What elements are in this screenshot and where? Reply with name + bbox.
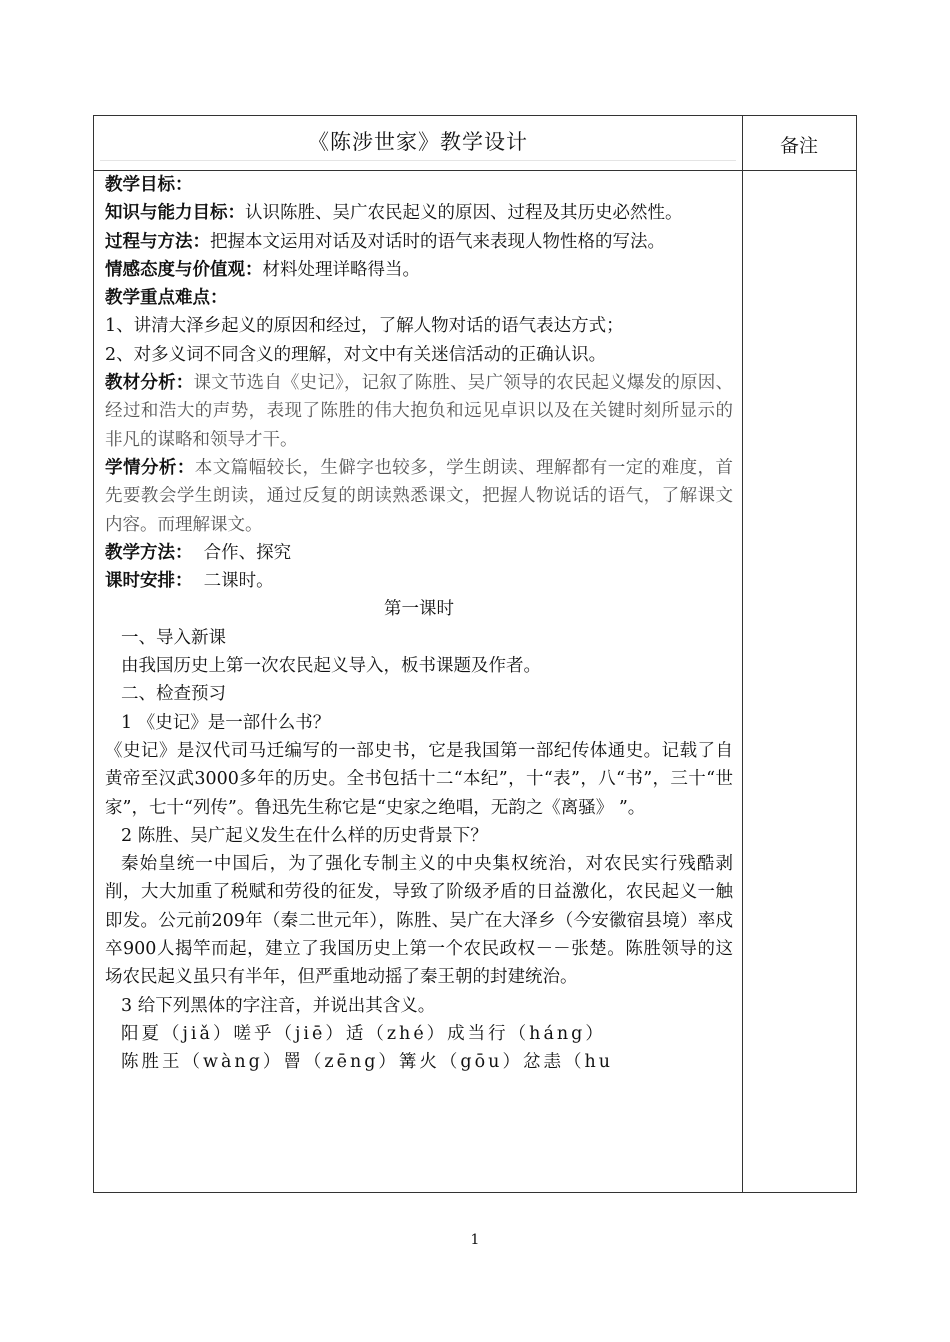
notes-column-header: 备注 xyxy=(779,135,818,157)
goal-process: 过程与方法：把握本文运用对话及对话时的语气来表现人物性格的写法。 xyxy=(105,231,665,252)
section-1-text: 由我国历史上第一次农民起义导入，板书课题及作者。 xyxy=(121,656,541,677)
teaching-method: 教学方法： 合作、探究 xyxy=(105,542,292,563)
question-2: 2 陈胜、吴广起义发生在什么样的历史背景下？ xyxy=(121,825,488,846)
document-title: 《陈涉世家》教学设计 xyxy=(308,130,528,154)
student-analysis: 学情分析：本文篇幅较长，生僻字也较多，学生朗读、理解都有一定的难度，首先要教会学生朗读，通过反复的朗读熟悉课文，把握人物说话的语气，了解课文内容。而理解课文。 xyxy=(105,457,733,535)
goals-heading: 教学目标： xyxy=(105,175,193,195)
class-schedule: 课时安排： 二课时。 xyxy=(105,571,274,592)
keys-heading: 教学重点难点： xyxy=(105,288,228,309)
key-point-1: 1、讲清大泽乡起义的原因和经过，了解人物对话的语气表达方式； xyxy=(105,316,624,337)
goal-emotion: 情感态度与价值观：材料处理详略得当。 xyxy=(105,259,420,280)
key-point-2: 2、对多义词不同含义的理解，对文中有关迷信活动的正确认识。 xyxy=(105,344,607,365)
answer-2: 秦始皇统一中国后，为了强化专制主义的中央集权统治，对农民实行残酷剥削，大大加重了税赋和劳役的征发，导致了阶级矛盾的日益激化，农民起义一触即发。公元前209年（秦二世元年），陈胜、吴广在大泽乡（今安徽宿县境）率戍卒900人揭竿而起，建立了我国历史上第一个农民政权－－张楚。陈胜领导的这场农民起义虽只有半年，但严重地动摇了秦王朝的封建统治。 xyxy=(105,854,733,988)
lesson-content xyxy=(105,171,733,1191)
section-1-heading: 一、导入新课 xyxy=(121,627,226,648)
section-2-heading: 二、检查预习 xyxy=(121,684,226,705)
title-underline xyxy=(100,160,736,161)
question-3: 3 给下列黑体的字注音，并说出其含义。 xyxy=(121,995,436,1016)
column-divider xyxy=(742,116,743,1192)
answer-1: 《史记》是汉代司马迁编写的一部史书，它是我国第一部纪传体通史。记载了自黄帝至汉武3000多年的历史。全书包括十二“本纪”，十“表”，八“书”，三十“世家”，七十“列传”。鲁迅先生称它是“史家之绝唱，无韵之《离骚》 ”。 xyxy=(105,740,733,818)
goal-knowledge: 知识与能力目标：认识陈胜、吴广农民起义的原因、过程及其历史必然性。 xyxy=(105,203,683,224)
pinyin-line-2: 陈胜王（wàng）罾（zēng）篝火（gōu）忿恚（hu xyxy=(121,1052,613,1073)
pinyin-line-1: 阳夏（jiǎ）嗟乎（jiē）适（zhé）成当行（háng） xyxy=(121,1023,606,1044)
lesson-title: 第一课时 xyxy=(384,599,454,620)
page-number: 1 xyxy=(470,1232,480,1248)
lesson-plan-table xyxy=(93,115,857,1193)
question-1: 1 《史记》是一部什么书？ xyxy=(121,712,331,733)
material-analysis: 教材分析：课文节选自《史记》，记叙了陈胜、吴广领导的农民起义爆发的原因、经过和浩大的声势，表现了陈胜的伟大抱负和远见卓识以及在关键时刻所显示的非凡的谋略和领导才干。 xyxy=(105,373,733,450)
